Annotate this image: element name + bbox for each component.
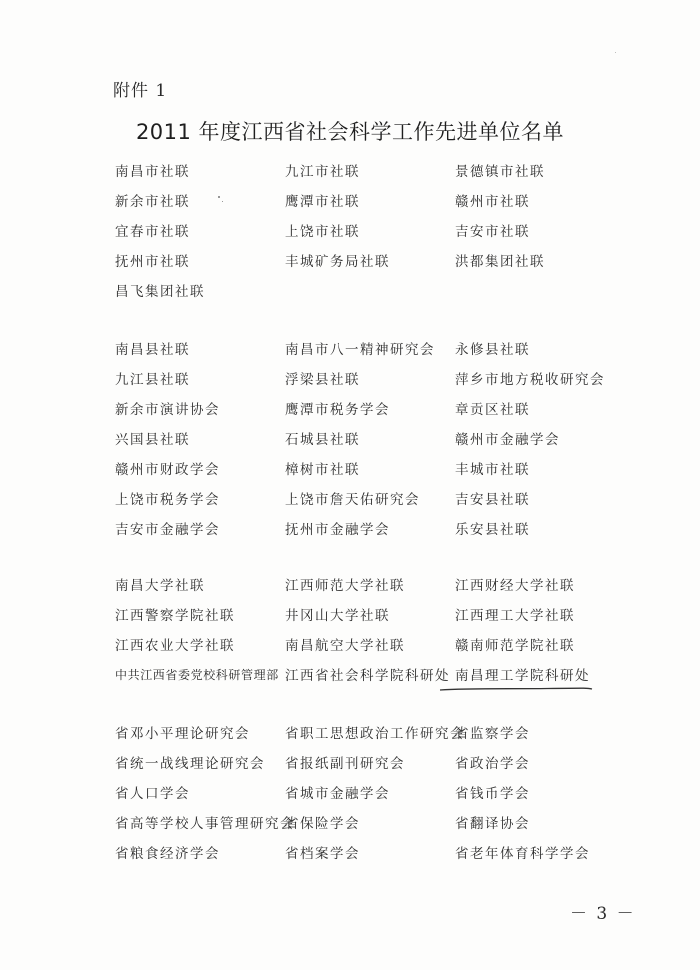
unit-group-provincial-societies xyxy=(115,717,615,867)
unit-name: 上饶市詹天佑研究会 xyxy=(285,492,420,508)
unit-name: 省职工思想政治工作研究会 xyxy=(285,726,465,742)
unit-name: 樟树市社联 xyxy=(285,462,360,478)
list-row xyxy=(115,363,615,393)
list-row xyxy=(115,777,615,807)
unit-name: 省监察学会 xyxy=(455,726,530,742)
list-row xyxy=(115,837,615,867)
unit-name: 抚州市社联 xyxy=(115,254,190,270)
unit-group-universities xyxy=(115,569,615,689)
unit-name: 江西师范大学社联 xyxy=(285,578,405,594)
unit-name: 省档案学会 xyxy=(285,846,360,862)
unit-name: 新余市社联 xyxy=(115,194,190,210)
attachment-label: 附件 1 xyxy=(113,81,168,101)
unit-name: 抚州市金融学会 xyxy=(285,522,390,538)
unit-name: 章贡区社联 xyxy=(455,402,530,418)
unit-name: 井冈山大学社联 xyxy=(285,608,390,624)
list-row xyxy=(115,275,615,305)
list-row xyxy=(115,333,615,363)
list-row xyxy=(115,717,615,747)
unit-name: 景德镇市社联 xyxy=(455,164,545,180)
unit-name: 南昌大学社联 xyxy=(115,578,205,594)
unit-name: 浮梁县社联 xyxy=(285,372,360,388)
unit-name: 省保险学会 xyxy=(285,816,360,832)
unit-name: 省粮食经济学会 xyxy=(115,846,220,862)
unit-name: 上饶市社联 xyxy=(285,224,360,240)
list-row xyxy=(115,215,615,245)
unit-name: 省政治学会 xyxy=(455,756,530,772)
list-row xyxy=(115,423,615,453)
unit-name: 丰城市社联 xyxy=(455,462,530,478)
list-row xyxy=(115,155,615,185)
list-row xyxy=(115,245,615,275)
unit-name: 省统一战线理论研究会 xyxy=(115,756,265,772)
list-row xyxy=(115,599,615,629)
unit-name: 丰城矿务局社联 xyxy=(285,254,390,270)
unit-name: 省钱币学会 xyxy=(455,786,530,802)
unit-name: 九江市社联 xyxy=(285,164,360,180)
list-row xyxy=(115,185,615,215)
list-row xyxy=(115,483,615,513)
list-row xyxy=(115,629,615,659)
unit-name: 九江县社联 xyxy=(115,372,190,388)
scan-speck xyxy=(222,201,223,202)
unit-name: 南昌县社联 xyxy=(115,342,190,358)
unit-name: 南昌市社联 xyxy=(115,164,190,180)
unit-name: 省报纸副刊研究会 xyxy=(285,756,405,772)
list-row xyxy=(115,453,615,483)
unit-name: 中共江西省委党校科研管理部 xyxy=(115,667,279,682)
list-row xyxy=(115,513,615,543)
unit-name: 南昌理工学院科研处 xyxy=(455,668,590,684)
unit-name: 省老年体育科学学会 xyxy=(455,846,590,862)
list-row xyxy=(115,393,615,423)
unit-name: 省人口学会 xyxy=(115,786,190,802)
unit-name: 上饶市税务学会 xyxy=(115,492,220,508)
unit-name: 吉安县社联 xyxy=(455,492,530,508)
unit-name: 昌飞集团社联 xyxy=(115,284,205,300)
handwritten-underline xyxy=(438,685,594,693)
unit-name: 乐安县社联 xyxy=(455,522,530,538)
unit-name: 鹰潭市税务学会 xyxy=(285,402,390,418)
unit-name: 吉安市社联 xyxy=(455,224,530,240)
list-row xyxy=(115,747,615,777)
unit-name: 赣州市社联 xyxy=(455,194,530,210)
list-row xyxy=(115,569,615,599)
unit-name: 鹰潭市社联 xyxy=(285,194,360,210)
unit-name: 江西财经大学社联 xyxy=(455,578,575,594)
unit-name: 吉安市金融学会 xyxy=(115,522,220,538)
unit-name: 江西农业大学社联 xyxy=(115,638,235,654)
page-number: － 3 － xyxy=(570,904,636,924)
unit-name: 赣南师范学院社联 xyxy=(455,638,575,654)
unit-name: 新余市演讲协会 xyxy=(115,402,220,418)
unit-name: 永修县社联 xyxy=(455,342,530,358)
unit-name: 省城市金融学会 xyxy=(285,786,390,802)
document-title: 2011 年度江西省社会科学工作先进单位名单 xyxy=(135,120,565,144)
scan-speck xyxy=(218,196,220,198)
unit-name: 洪都集团社联 xyxy=(455,254,545,270)
unit-name: 赣州市财政学会 xyxy=(115,462,220,478)
unit-name: 省翻译协会 xyxy=(455,816,530,832)
unit-name: 江西省社会科学院科研处 xyxy=(285,668,450,684)
unit-group-municipal xyxy=(115,155,615,305)
unit-name: 兴国县社联 xyxy=(115,432,190,448)
scan-speck xyxy=(615,52,616,53)
unit-name: 江西警察学院社联 xyxy=(115,608,235,624)
unit-name: 赣州市金融学会 xyxy=(455,432,560,448)
list-row xyxy=(115,807,615,837)
unit-name: 宜春市社联 xyxy=(115,224,190,240)
unit-name: 南昌市八一精神研究会 xyxy=(285,342,435,358)
unit-name: 省邓小平理论研究会 xyxy=(115,726,250,742)
unit-name: 石城县社联 xyxy=(285,432,360,448)
unit-name: 南昌航空大学社联 xyxy=(285,638,405,654)
unit-name: 省高等学校人事管理研究会 xyxy=(115,816,295,832)
unit-name: 江西理工大学社联 xyxy=(455,608,575,624)
unit-group-county xyxy=(115,333,615,543)
unit-name: 萍乡市地方税收研究会 xyxy=(455,372,605,388)
